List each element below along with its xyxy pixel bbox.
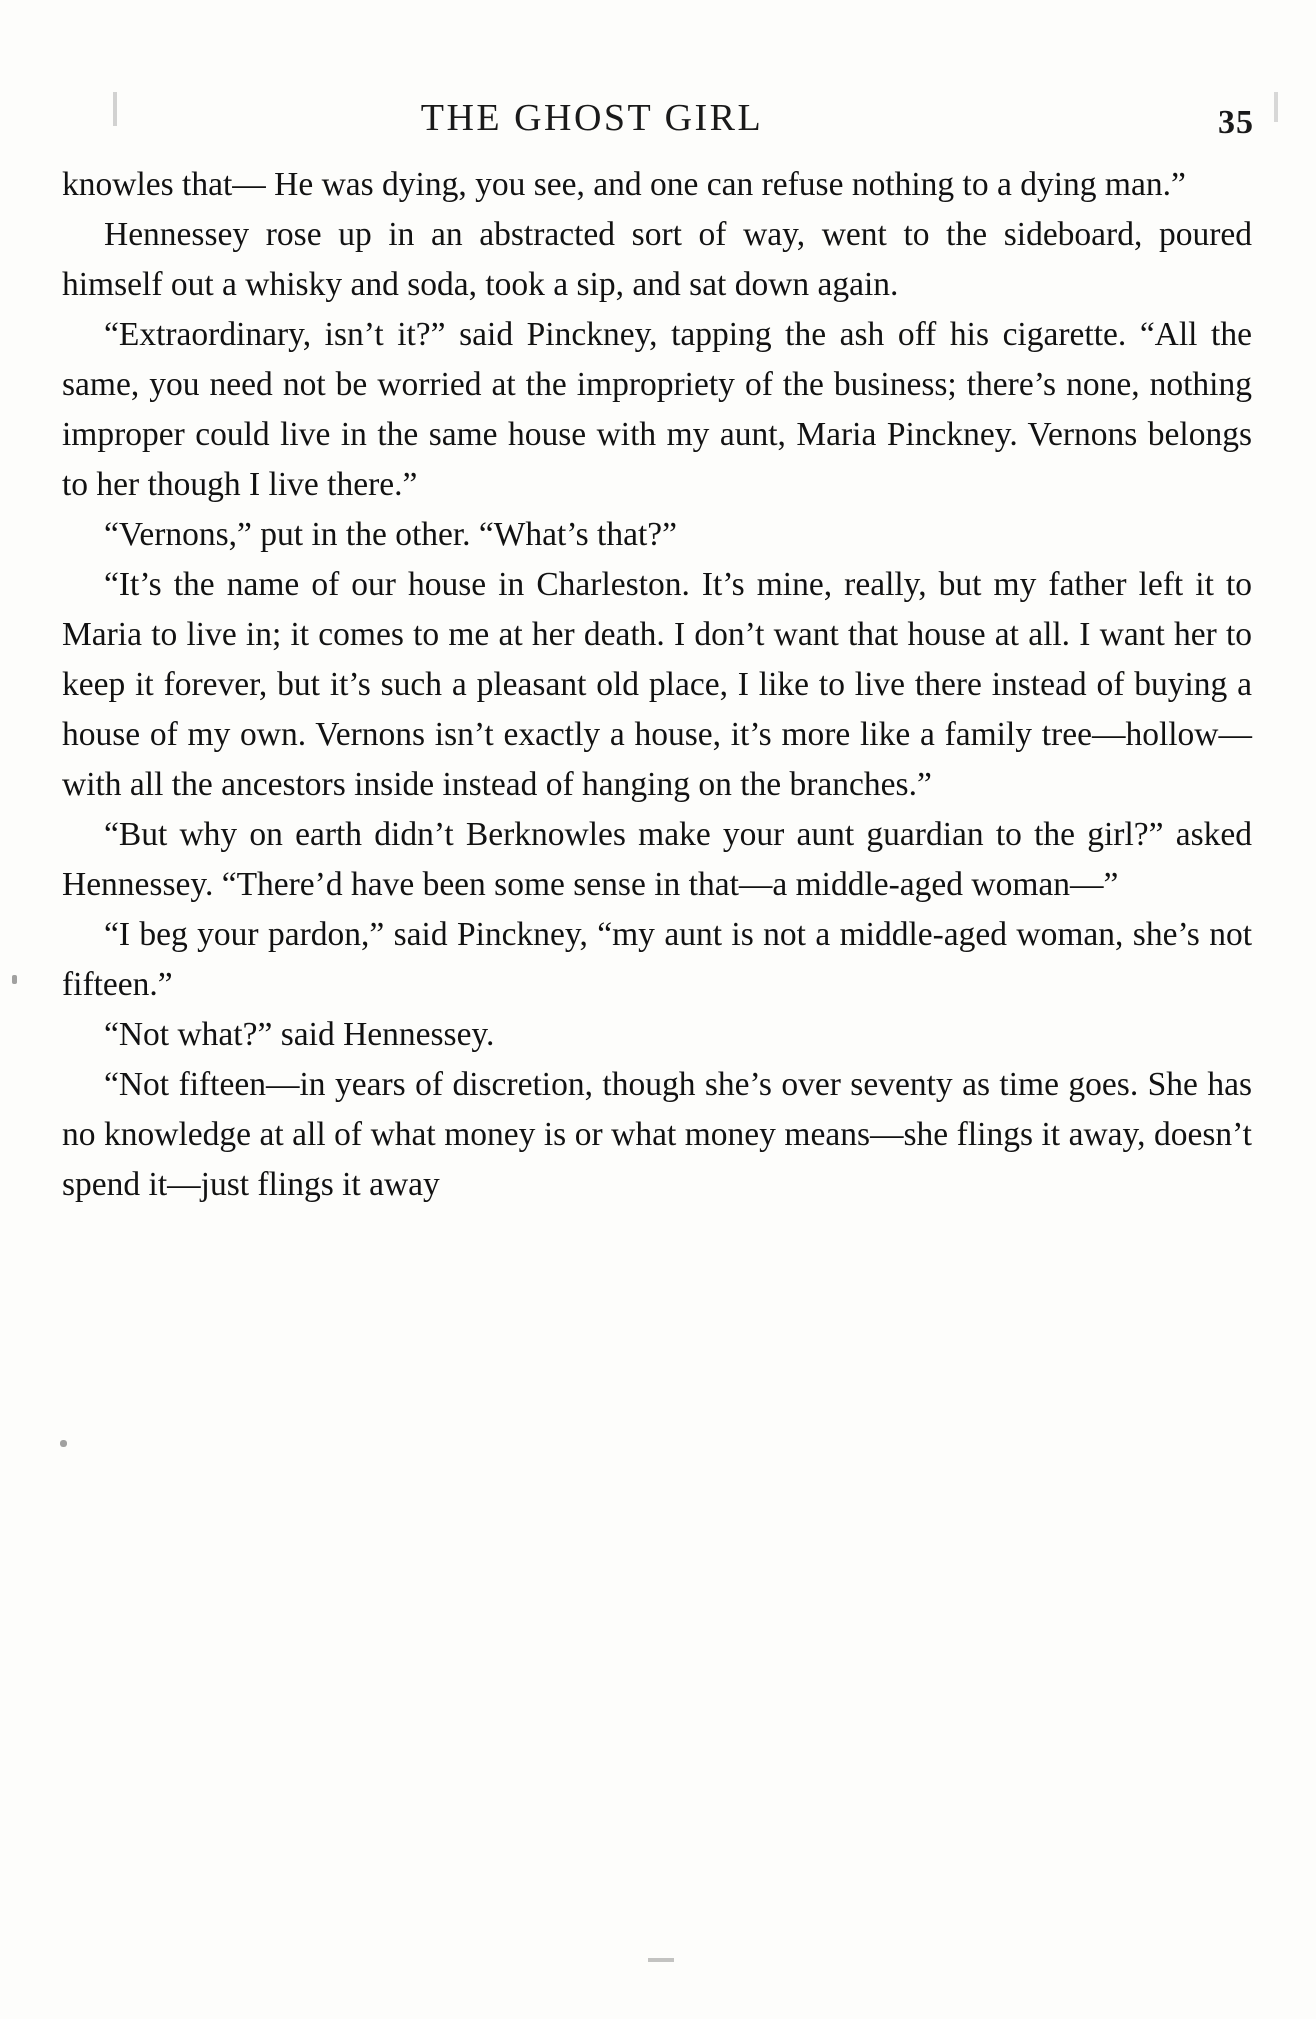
page-speck	[60, 1440, 67, 1447]
page-body	[62, 160, 1252, 1210]
paragraph: “It’s the name of our house in Charleston. It’s mine, really, but my father left it to Maria to live in; it comes to me at her death. I don’t want that house at all. I want her to keep it forever, but it’s such a pleasant old place, I like to live there instead of buying a house of my own. Vernons isn’t exactly a house, it’s more like a family tree—hollow—with all the ancestors inside instead of hanging on the branches.”	[62, 566, 1252, 803]
paragraph: knowles that— He was dying, you see, and one can refuse nothing to a dying man.”	[62, 166, 1186, 203]
paragraph: “I beg your pardon,” said Pinckney, “my aunt is not a middle-aged woman, she’s not fifteen.”	[62, 916, 1252, 1003]
page-speck	[648, 1958, 674, 1962]
page-header	[62, 96, 1254, 152]
page-speck	[113, 92, 117, 126]
paragraph: “But why on earth didn’t Berknowles make your aunt guardian to the girl?” asked Hennessey. “There’d have been some sense in that—a middle-aged woman—”	[62, 816, 1252, 903]
paragraph: “Extraordinary, isn’t it?” said Pinckney, tapping the ash off his cigarette. “All the same, you need not be worried at the impropriety of the business; there’s none, nothing improper could live in the same house with my aunt, Maria Pinckney. Vernons belongs to her though I live there.”	[62, 316, 1252, 503]
page-speck	[1274, 92, 1278, 122]
paragraph: “Not fifteen—in years of discretion, though she’s over seventy as time goes. She has no knowledge at all of what money is or what money means—she flings it away, doesn’t spend it—just flings it away	[62, 1066, 1252, 1203]
paragraph: Hennessey rose up in an abstracted sort of way, went to the sideboard, poured himself out a whisky and soda, took a sip, and sat down again.	[62, 216, 1252, 303]
paragraph: “Not what?” said Hennessey.	[104, 1016, 495, 1053]
page-number: 35	[1218, 104, 1254, 141]
page-speck	[12, 975, 17, 984]
paragraph: “Vernons,” put in the other. “What’s that?”	[104, 516, 678, 553]
running-title: THE GHOST GIRL	[420, 97, 764, 139]
